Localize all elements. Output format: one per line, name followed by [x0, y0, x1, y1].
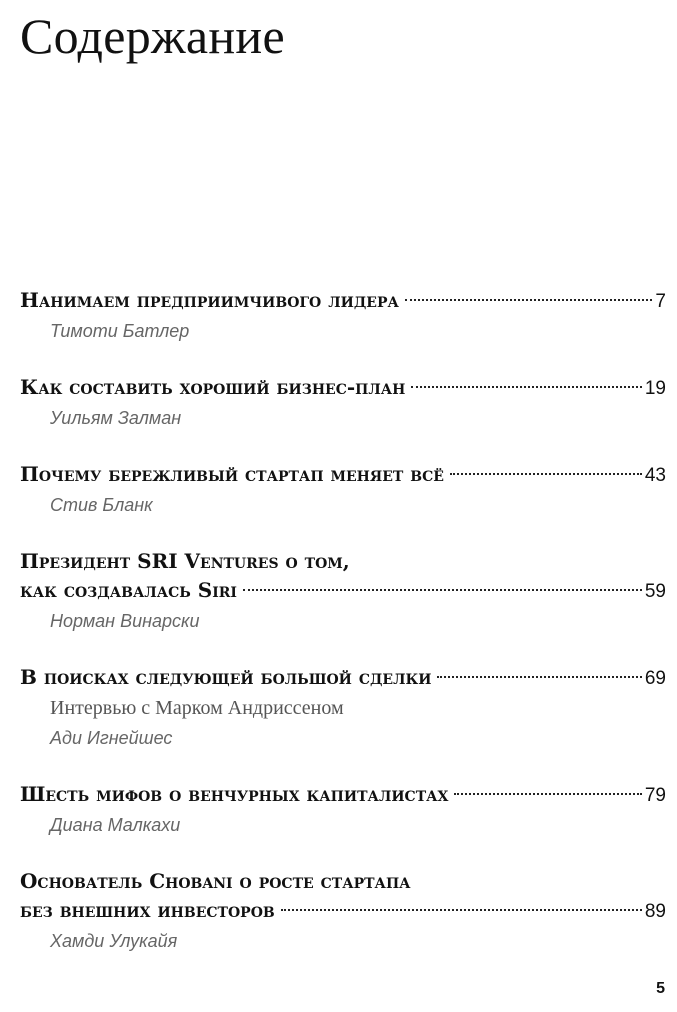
dot-leader — [437, 676, 641, 678]
toc-entry-page-number: 7 — [655, 291, 666, 312]
page-title: Содержание — [20, 8, 285, 64]
toc-entry-title-text: Президент SRI Ventures о том, — [20, 549, 350, 573]
toc-entry-subtitle: Интервью с Марком Андриссеном — [50, 697, 344, 719]
toc-entry-title-text: как создавалась Siri — [20, 578, 237, 602]
dot-leader — [450, 473, 642, 475]
toc-entry-author: Ади Игнейшес — [50, 728, 173, 748]
toc-entry-page-number: 19 — [644, 378, 666, 399]
dot-leader — [454, 793, 641, 795]
toc-entry-author: Норман Винарски — [50, 611, 200, 631]
toc-entry-page-number: 43 — [644, 465, 666, 486]
table-of-contents — [20, 286, 666, 983]
toc-entry-author: Тимоти Батлер — [50, 321, 190, 341]
toc-entry-author: Стив Бланк — [50, 495, 153, 515]
toc-entry-title — [20, 576, 666, 606]
toc-entry — [20, 867, 666, 957]
toc-entry — [20, 460, 666, 521]
toc-entry-page-number: 59 — [644, 581, 666, 602]
toc-entry-title-text: Почему бережливый стартап меняет всё — [20, 462, 444, 486]
dot-leader — [411, 386, 641, 388]
toc-entry-title — [20, 780, 666, 810]
toc-entry-page-number: 69 — [644, 668, 666, 689]
toc-entry-title-text: В поисках следующей большой сделки — [20, 665, 432, 689]
toc-entry-title-text: Основатель Chobani о росте стартапа — [20, 869, 411, 893]
toc-entry — [20, 286, 666, 347]
toc-entry — [20, 663, 666, 754]
toc-entry-author: Уильям Залман — [50, 408, 182, 428]
page-number: 5 — [656, 980, 665, 997]
toc-entry-title-text: Нанимаем предприимчивого лидера — [20, 288, 399, 312]
dot-leader — [243, 589, 642, 591]
toc-entry — [20, 780, 666, 841]
toc-entry-title-text: без внешних инвесторов — [20, 898, 275, 922]
toc-entry-author: Хамди Улукайя — [50, 931, 178, 951]
toc-entry-title-text: Как составить хороший бизнес-план — [20, 375, 406, 399]
toc-entry-page-number: 89 — [644, 901, 666, 922]
toc-entry-title — [20, 663, 666, 693]
toc-entry-title — [20, 373, 666, 403]
dot-leader — [281, 909, 642, 911]
toc-entry-title-first-line — [20, 867, 666, 896]
toc-entry — [20, 547, 666, 637]
toc-entry-page-number: 79 — [644, 785, 666, 806]
toc-entry-title-first-line — [20, 547, 666, 576]
dot-leader — [405, 299, 653, 301]
toc-entry-title-text: Шесть мифов о венчурных капиталистах — [20, 782, 449, 806]
toc-entry-author: Диана Малкахи — [50, 815, 181, 835]
toc-entry-title — [20, 896, 666, 926]
toc-entry — [20, 373, 666, 434]
toc-entry-title — [20, 460, 666, 490]
toc-entry-title — [20, 286, 666, 316]
